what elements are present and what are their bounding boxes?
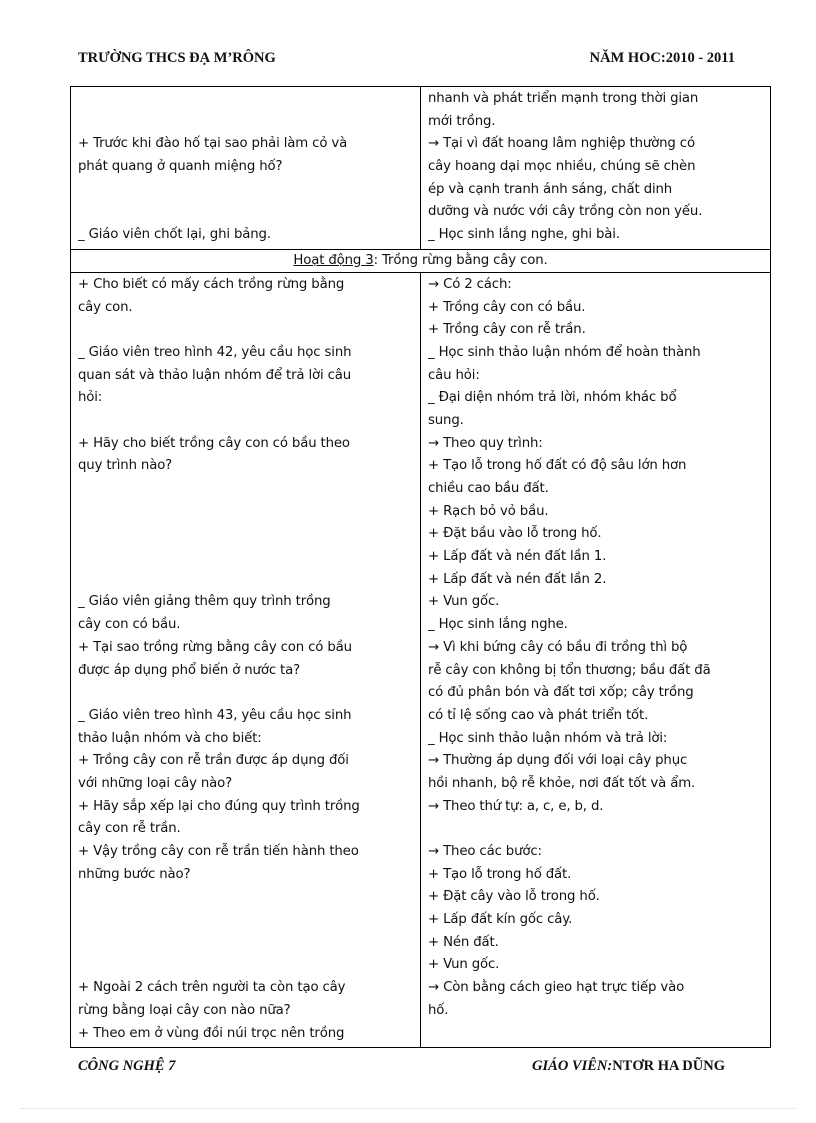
text-line: cây con. xyxy=(78,299,133,315)
blank-line xyxy=(78,546,416,569)
blank-line xyxy=(78,932,416,955)
student-activity-cell xyxy=(421,272,771,1047)
text-line: + Hãy sắp xếp lại cho đúng quy trình trồng xyxy=(78,798,360,814)
blank-line xyxy=(78,179,416,202)
blank-line xyxy=(78,319,416,342)
text-line: → Tại vì đất hoang lâm nghiệp thường có xyxy=(428,136,695,152)
text-line: hỏi: xyxy=(78,390,103,406)
teacher-name-value: NTƠR HA DŨNG xyxy=(612,1058,725,1074)
page-footer xyxy=(78,1058,725,1078)
teacher-activity-cell xyxy=(71,87,421,250)
text-line: + Lấp đất và nén đất lần 1. xyxy=(428,549,607,565)
teacher-label: GIÁO VIÊN: xyxy=(532,1058,613,1074)
text-line: + Đặt cây vào lỗ trong hố. xyxy=(428,889,600,905)
text-line: + Trồng cây con rễ trần được áp dụng đối xyxy=(78,753,349,769)
text-line: → Theo các bước: xyxy=(428,844,542,859)
subject-name: CÔNG NGHỆ 7 xyxy=(78,1058,176,1074)
section-heading-text: : Trồng rừng bằng cây con. xyxy=(373,252,548,268)
blank-line xyxy=(78,478,416,501)
blank-line xyxy=(78,682,416,705)
text-line: cây hoang dại mọc nhiều, chúng sẽ chèn xyxy=(428,159,696,175)
text-line: _ Giáo viên treo hình 43, yêu cầu học sinh xyxy=(78,707,352,723)
blank-line xyxy=(78,410,416,433)
teacher-name xyxy=(532,1058,725,1075)
text-line: _ Giáo viên giảng thêm quy trình trồng xyxy=(78,594,331,610)
text-line: được áp dụng phổ biến ở nước ta? xyxy=(78,662,301,678)
blank-line xyxy=(428,1023,766,1046)
text-line: _ Giáo viên treo hình 42, yêu cầu học sinh xyxy=(78,344,352,360)
text-line: + Lấp đất kín gốc cây. xyxy=(428,912,573,928)
text-line: → Còn bằng cách gieo hạt trực tiếp vào xyxy=(428,980,685,996)
text-line: phát quang ở quanh miệng hố? xyxy=(78,159,283,175)
text-line: + Nén đất. xyxy=(428,934,499,950)
school-year: NĂM HOC:2010 - 2011 xyxy=(589,50,735,66)
text-line: rễ cây con không bị tổn thương; bầu đất đã xyxy=(428,662,711,678)
text-line: những bước nào? xyxy=(78,866,191,882)
text-line: hồi nhanh, bộ rễ khỏe, nơi đất tốt và ẩm. xyxy=(428,775,696,791)
text-line: + Hãy cho biết trồng cây con có bầu theo xyxy=(78,435,350,451)
text-line: dưỡng và nước với cây trồng còn non yếu. xyxy=(428,204,703,220)
text-line: có đủ phân bón và đất tơi xốp; cây trồng xyxy=(428,685,694,701)
text-line: + Theo em ở vùng đồi núi trọc nên trồng xyxy=(78,1025,345,1041)
blank-line xyxy=(78,201,416,224)
text-line: + Ngoài 2 cách trên người ta còn tạo cây xyxy=(78,980,346,996)
blank-line xyxy=(78,569,416,592)
blank-line xyxy=(78,88,416,111)
text-line: → Thường áp dụng đối với loại cây phục xyxy=(428,753,688,769)
text-line: + Lấp đất và nén đất lần 2. xyxy=(428,571,607,587)
lesson-table xyxy=(70,86,771,1048)
text-line: → Theo thứ tự: a, c, e, b, d. xyxy=(428,798,604,814)
text-line: quan sát và thảo luận nhóm để trả lời câu xyxy=(78,367,352,383)
text-line: + Tạo lỗ trong hố đất có độ sâu lớn hơn xyxy=(428,458,687,474)
text-line: với những loại cây nào? xyxy=(78,775,233,791)
section-heading xyxy=(71,249,771,272)
teacher-activity-cell xyxy=(71,272,421,1047)
text-line: _ Học sinh thảo luận nhóm để hoàn thành xyxy=(428,344,701,360)
text-line: _ Học sinh lắng nghe. xyxy=(428,617,568,633)
text-line: + Trước khi đào hố tại sao phải làm cỏ và xyxy=(78,136,348,152)
section-heading-title: Hoạt động 3 xyxy=(293,252,374,268)
blank-line xyxy=(78,909,416,932)
text-line: + Tạo lỗ trong hố đất. xyxy=(428,866,572,882)
text-line: → Theo quy trình: xyxy=(428,435,543,451)
text-line: _ Học sinh lắng nghe, ghi bài. xyxy=(428,227,620,243)
text-line: mới trồng. xyxy=(428,113,496,129)
text-line: ép và cạnh tranh ánh sáng, chất dinh xyxy=(428,181,673,197)
text-line: → Vì khi bứng cây có bầu đi trồng thì bộ xyxy=(428,639,688,655)
text-line: → Có 2 cách: xyxy=(428,276,512,292)
text-line: + Vậy trồng cây con rễ trần tiến hành theo xyxy=(78,844,359,859)
text-line: cây con có bầu. xyxy=(78,617,181,633)
table-row xyxy=(71,87,771,250)
text-line: + Vun gốc. xyxy=(428,957,500,973)
blank-line xyxy=(78,523,416,546)
blank-line xyxy=(78,954,416,977)
text-line: _ Giáo viên chốt lại, ghi bảng. xyxy=(78,227,271,243)
text-line: thảo luận nhóm và cho biết: xyxy=(78,730,262,746)
text-line: + Đặt bầu vào lỗ trong hố. xyxy=(428,526,602,542)
page-edge-divider xyxy=(20,1108,796,1109)
section-heading-row xyxy=(71,249,771,272)
blank-line xyxy=(78,501,416,524)
blank-line xyxy=(78,886,416,909)
text-line: nhanh và phát triển mạnh trong thời gian xyxy=(428,91,699,106)
text-line: _ Học sinh thảo luận nhóm và trả lời: xyxy=(428,730,668,746)
text-line: sung. xyxy=(428,412,464,428)
text-line: _ Đại diện nhóm trả lời, nhóm khác bổ xyxy=(428,390,677,406)
student-activity-cell xyxy=(421,87,771,250)
text-line: + Rạch bỏ vỏ bầu. xyxy=(428,503,549,519)
school-name: TRƯỜNG THCS ĐẠ M’RÔNG xyxy=(78,50,276,66)
text-line: + Trồng cây con có bầu. xyxy=(428,299,586,315)
table-row xyxy=(71,272,771,1047)
text-line: rừng bằng loại cây con nào nữa? xyxy=(78,1002,291,1018)
text-line: + Cho biết có mấy cách trồng rừng bằng xyxy=(78,276,345,292)
text-line: + Trồng cây con rễ trần. xyxy=(428,322,586,338)
text-line: quy trình nào? xyxy=(78,458,173,474)
blank-line xyxy=(78,111,416,134)
page-header xyxy=(78,50,735,70)
blank-line xyxy=(428,818,766,841)
text-line: hố. xyxy=(428,1002,449,1018)
text-line: + Vun gốc. xyxy=(428,594,500,610)
text-line: câu hỏi: xyxy=(428,367,480,383)
text-line: cây con rễ trần. xyxy=(78,821,181,837)
text-line: có tỉ lệ sống cao và phát triển tốt. xyxy=(428,707,649,723)
text-line: + Tại sao trồng rừng bằng cây con có bầu xyxy=(78,639,352,655)
text-line: chiều cao bầu đất. xyxy=(428,481,549,496)
